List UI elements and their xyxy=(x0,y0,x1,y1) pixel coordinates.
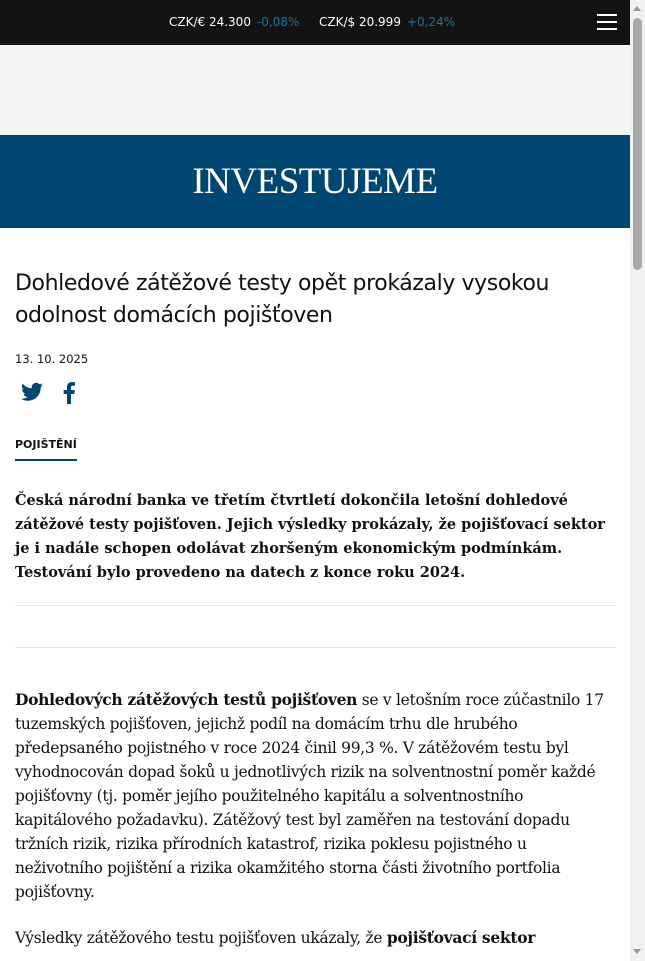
article-date: 13. 10. 2025 xyxy=(15,352,89,366)
rate-label: CZK/$ 20.999 xyxy=(319,15,401,29)
article-title: Dohledové zátěžové testy opět prokázaly vysokou odolnost domácích pojišťoven xyxy=(15,271,550,328)
scroll-up-icon[interactable] xyxy=(633,6,641,11)
article xyxy=(15,228,615,950)
scroll-down-icon[interactable] xyxy=(633,949,641,954)
hamburger-icon[interactable] xyxy=(597,14,617,30)
divider xyxy=(15,606,615,648)
rate-eur xyxy=(169,15,299,29)
scrollbar-thumb[interactable] xyxy=(633,18,642,270)
rate-change: -0,08% xyxy=(256,15,300,29)
bold-text: pojišťovací sektor xyxy=(386,928,536,947)
brand-header xyxy=(0,135,630,228)
twitter-icon[interactable] xyxy=(21,382,43,402)
logo[interactable]: INVESTUJEME xyxy=(192,161,438,202)
paragraph xyxy=(15,926,615,950)
rate-usd xyxy=(319,15,455,29)
text: Výsledky zátěžového testu pojišťoven ukázaly, že xyxy=(15,929,387,947)
top-bar xyxy=(0,0,630,45)
text: se v letošním roce zúčastnilo 17 tuzemských pojišťoven, jejichž podíl na domácím trhu dle hrubého předepsaného pojistného v roce 2024 činil 99,3 %. V zátěžovém testu byl vyhodnocován dopad šoků u jednotlivých rizik na solventnostní poměr každé pojišťovny (tj. poměr jejího použitelného kapitálu a solventnostního kapitálového požadavku). Zátěžový test byl zaměřen na testování dopadu tržních rizik, rizika přírodních katastrof, rizika poklesu pojistného u neživotního pojištění a rizika okamžitého storna části životního portfolia pojišťovny. xyxy=(15,691,604,901)
facebook-icon[interactable] xyxy=(63,382,75,404)
category-tag[interactable]: POJIŠTĚNÍ xyxy=(15,438,77,461)
paragraph xyxy=(15,688,615,904)
article-lead: Česká národní banka ve třetím čtvrtletí dokončila letošní dohledové zátěžové testy pojišťoven. Jejich výsledky prokázaly, že pojišťovací sektor je i nadále schopen odolávat zhoršeným ekonomickým podmínkám. Testování bylo provedeno na datech z konce roku 2024. xyxy=(15,489,615,606)
rate-change: +0,24% xyxy=(406,15,456,29)
article-body xyxy=(15,688,615,950)
rate-label: CZK/€ 24.300 xyxy=(169,15,251,29)
share-buttons xyxy=(15,382,615,408)
bold-text: Dohledových zátěžových testů pojišťoven xyxy=(15,690,358,709)
scrollbar[interactable] xyxy=(630,0,645,961)
ad-space xyxy=(0,45,630,135)
